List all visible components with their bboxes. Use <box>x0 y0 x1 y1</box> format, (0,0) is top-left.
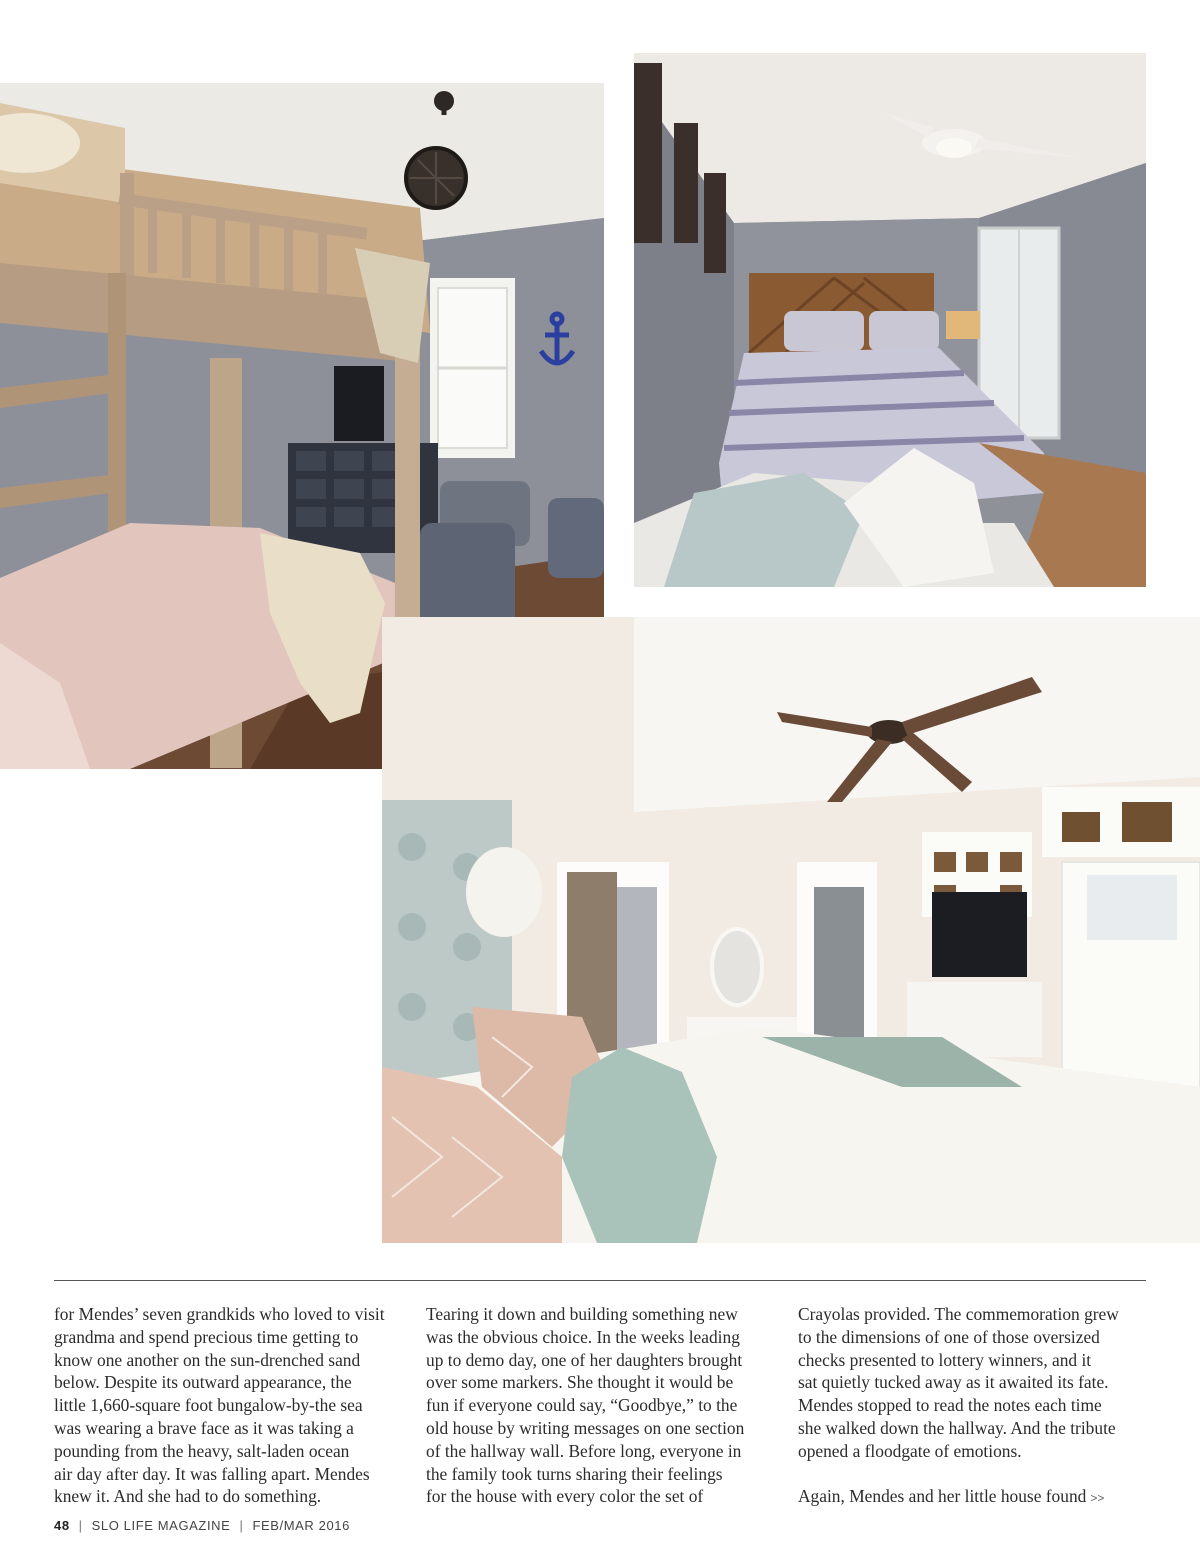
magazine-name: SLO LIFE MAGAZINE <box>91 1518 231 1533</box>
master-bedroom-photo <box>382 617 1200 1243</box>
article-divider-rule <box>54 1280 1146 1281</box>
issue-date: FEB/MAR 2016 <box>252 1518 350 1533</box>
guest-bedroom-photo <box>634 53 1146 587</box>
footer-separator: | <box>239 1518 244 1533</box>
article-column-1: for Mendes’ seven grandkids who loved to visit grandma and spend precious time getting to know one another on the sun-drenched sand below. Despite its outward appearance, the little 1,660-square foot bungalow-by-the sea was wearing a brave face as it was taking a pounding from the heavy, salt-laden ocean air day after day. It was falling apart. Mendes knew it. And she had to do something. <box>54 1304 385 1507</box>
article-column-3-text: Crayolas provided. The commemoration grew to the dimensions of one of those oversized checks presented to lottery winners, and it sat quietly tucked away as it awaited its fate. Mendes stopped to read the notes each time she walked down the hallway. And the tribute opened a floodgate of emotions. Again, Mendes and her little house found <box>798 1304 1119 1507</box>
article-column-2: Tearing it down and building something new was the obvious choice. In the weeks leading up to demo day, one of her daughters brought over some markers. She thought it would be fun if everyone could say, “Goodbye,” to the old house by writing messages on one section of the hallway wall. Before long, everyone in the family took turns sharing their feelings for the house with every color the set of <box>426 1304 745 1507</box>
page-footer <box>54 1518 350 1533</box>
continued-marker: >> <box>1090 1491 1105 1506</box>
footer-separator: | <box>78 1518 83 1533</box>
article-column-3 <box>798 1303 1148 1510</box>
page-number: 48 <box>54 1518 70 1533</box>
